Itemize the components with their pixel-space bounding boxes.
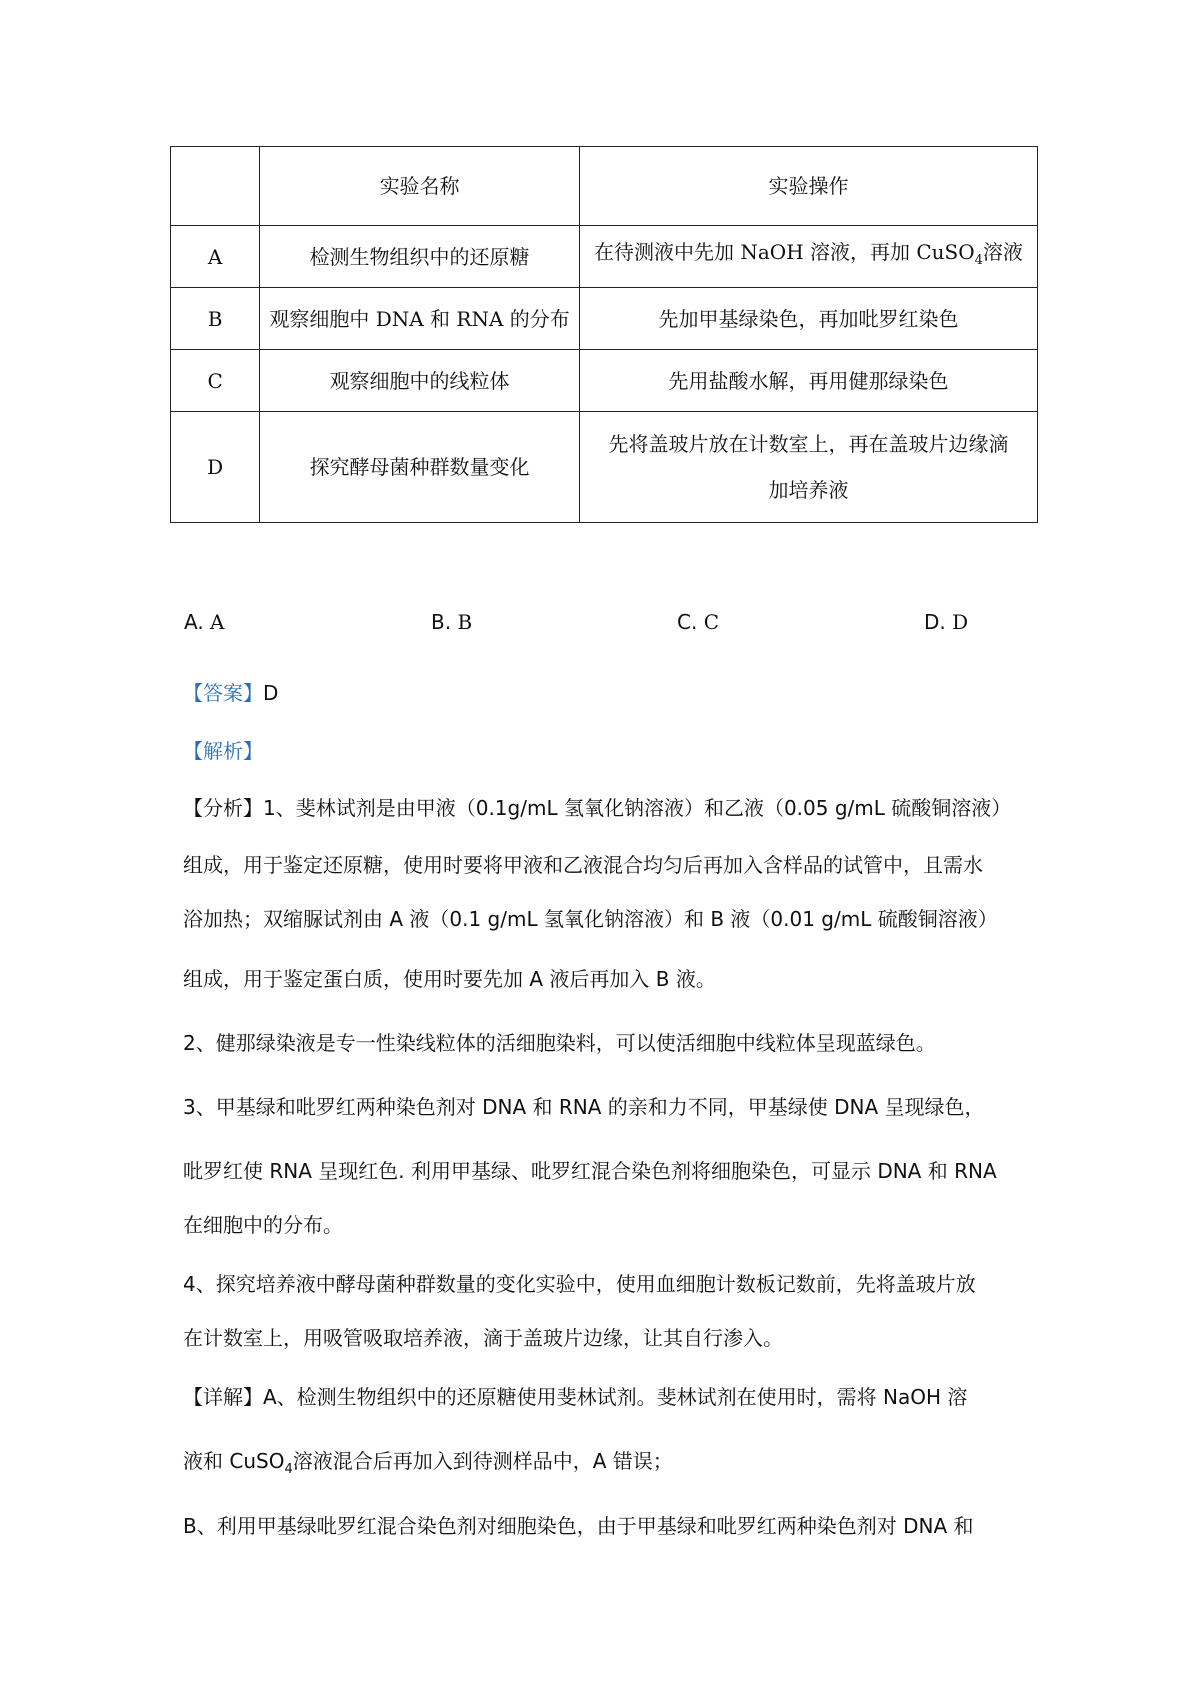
experiment-name: 观察细胞中 DNA 和 RNA 的分布 bbox=[260, 288, 580, 350]
row-label: D bbox=[171, 412, 260, 523]
row-label: A bbox=[171, 226, 260, 288]
option-a: A. A bbox=[184, 610, 225, 634]
answer-value: D bbox=[263, 681, 279, 705]
experiment-name: 检测生物组织中的还原糖 bbox=[260, 226, 580, 288]
text-line: 组成，用于鉴定蛋白质，使用时要先加 A 液后再加入 B 液。 bbox=[183, 967, 716, 991]
row-label: C bbox=[171, 350, 260, 412]
text-line: 【详解】A、检测生物组织中的还原糖使用斐林试剂。斐林试剂在使用时，需将 NaOH 溶 bbox=[183, 1385, 968, 1409]
option-b: B. B bbox=[431, 610, 473, 634]
text-line: 4、探究培养液中酵母菌种群数量的变化实验中，使用血细胞计数板记数前，先将盖玻片放 bbox=[183, 1272, 976, 1296]
experiment-operation: 先将盖玻片放在计数室上，再在盖玻片边缘滴 加培养液 bbox=[579, 412, 1037, 523]
answer-tag: 【答案】 bbox=[183, 681, 263, 705]
answer-line bbox=[183, 677, 1028, 706]
experiment-operation: 在待测液中先加 NaOH 溶液，再加 CuSO$_4$溶液 bbox=[579, 226, 1037, 288]
table-header-cell: 实验操作 bbox=[579, 147, 1037, 226]
table-header-cell bbox=[171, 147, 260, 226]
option-c: C. C bbox=[677, 610, 719, 634]
text-line: 3、甲基绿和吡罗红两种染色剂对 DNA 和 RNA 的亲和力不同，甲基绿使 DNA 呈现绿色， bbox=[183, 1095, 985, 1119]
text-line: 2、健那绿染液是专一性染线粒体的活细胞染料，可以使活细胞中线粒体呈现蓝绿色。 bbox=[183, 1031, 936, 1055]
experiment-table bbox=[170, 146, 1038, 523]
experiment-operation: 先加甲基绿染色，再加吡罗红染色 bbox=[579, 288, 1037, 350]
option-d: D. D bbox=[924, 610, 969, 634]
table-row bbox=[171, 226, 1038, 288]
analysis-heading bbox=[183, 735, 1028, 764]
table-row bbox=[171, 412, 1038, 523]
text-line: B、利用甲基绿吡罗红混合染色剂对细胞染色，由于甲基绿和吡罗红两种染色剂对 DNA 和 bbox=[183, 1514, 974, 1538]
text-line: 吡罗红使 RNA 呈现红色. 利用甲基绿、吡罗红混合染色剂将细胞染色，可显示 DNA 和 RNA bbox=[183, 1159, 997, 1183]
text-line: 在计数室上，用吸管吸取培养液，滴于盖玻片边缘，让其自行渗入。 bbox=[183, 1326, 783, 1350]
table-header-cell: 实验名称 bbox=[260, 147, 580, 226]
table-row bbox=[171, 288, 1038, 350]
table-header-row bbox=[171, 147, 1038, 226]
experiment-name: 观察细胞中的线粒体 bbox=[260, 350, 580, 412]
experiment-name: 探究酵母菌种群数量变化 bbox=[260, 412, 580, 523]
text-line: 浴加热；双缩脲试剂由 A 液（0.1 g/mL 氢氧化钠溶液）和 B 液（0.01 g/mL 硫酸铜溶液） bbox=[183, 907, 998, 931]
row-label: B bbox=[171, 288, 260, 350]
text-line: 组成，用于鉴定还原糖，使用时要将甲液和乙液混合均匀后再加入含样品的试管中，且需水 bbox=[183, 853, 983, 877]
text-line: 【分析】1、斐林试剂是由甲液（0.1g/mL 氢氧化钠溶液）和乙液（0.05 g/mL 硫酸铜溶液） bbox=[183, 796, 1012, 820]
table-row bbox=[171, 350, 1038, 412]
experiment-operation: 先用盐酸水解，再用健那绿染色 bbox=[579, 350, 1037, 412]
text-line: 液和 CuSO$_4$溶液混合后再加入到待测样品中，A 错误； bbox=[183, 1449, 673, 1477]
analysis-tag: 【解析】 bbox=[183, 739, 263, 763]
text-line: 在细胞中的分布。 bbox=[183, 1213, 343, 1237]
